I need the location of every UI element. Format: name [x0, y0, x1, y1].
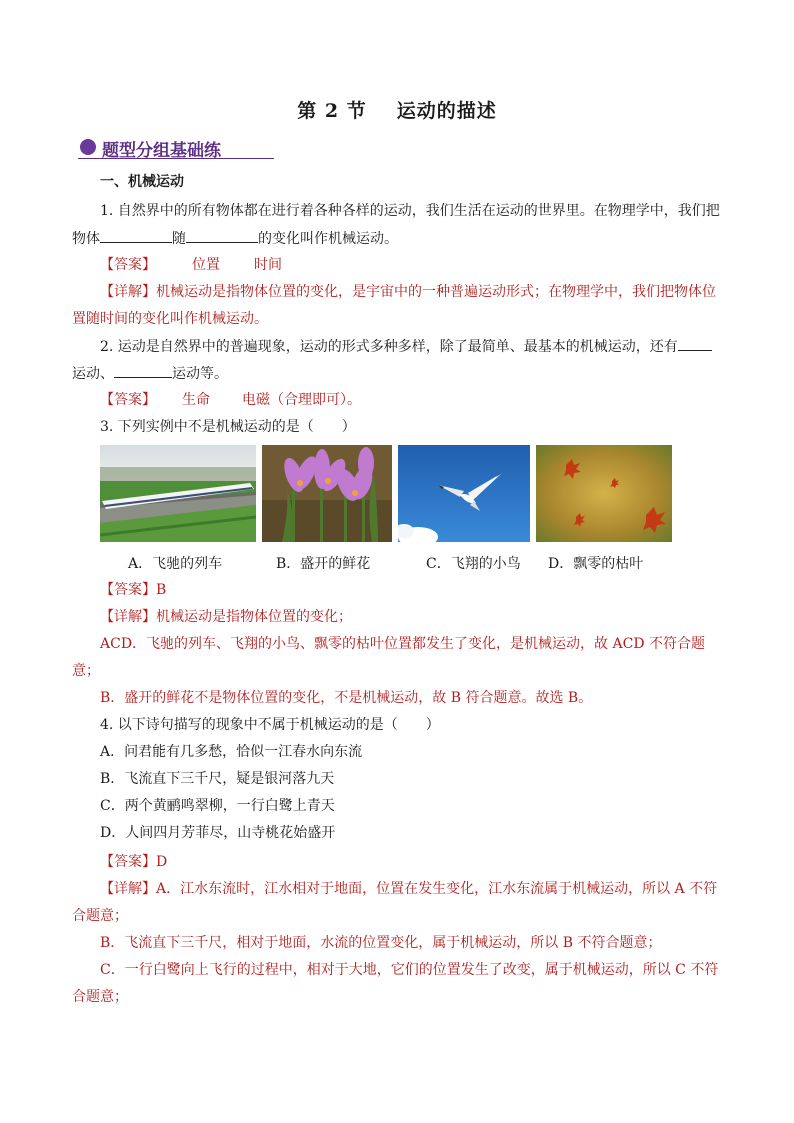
- fill-blank: [100, 228, 172, 243]
- section-banner: [78, 136, 274, 159]
- option-b-caption: B．盛开的鲜花: [276, 556, 371, 572]
- q4-option-d: D．人间四月芳菲尽，山寺桃花始盛开: [100, 825, 336, 841]
- answer-label: 【答案】: [100, 854, 156, 870]
- bird-photo: [398, 445, 530, 542]
- section-title: 运动的描述: [396, 100, 497, 122]
- page-title: [0, 96, 794, 123]
- detail-label: 【详解】: [100, 284, 156, 300]
- fill-blank: [678, 336, 712, 351]
- q3-detail-line4: B．盛开的鲜花不是物体位置的变化，不是机械运动，故 B 符合题意。故选 B。: [100, 690, 593, 706]
- q2-text: 2. 运动是自然界中的普遍现象，运动的形式多种多样，除了最简单、最基本的机械运动，还有: [100, 339, 678, 355]
- q2-stem-line2: [72, 363, 228, 384]
- detail-text: A．江水东流时，江水相对于地面，位置在发生变化，江水东流属于机械运动，所以 A 不符: [156, 881, 718, 897]
- fill-blank: [186, 228, 258, 243]
- leaves-photo: [536, 445, 672, 542]
- detail-text: 机械运动是指物体位置的变化；: [156, 609, 352, 625]
- section-banner-label: 题型分组基础练: [102, 141, 221, 161]
- answer-value: 电磁（合理即可）。: [242, 392, 361, 408]
- q1-answer: [100, 255, 282, 275]
- answer-value: D: [156, 854, 168, 870]
- fill-blank: [114, 363, 172, 378]
- answer-label: 【答案】: [100, 257, 156, 273]
- q1-text-a: 物体: [72, 231, 100, 247]
- q2-text-b: 运动等。: [172, 366, 228, 382]
- q1-detail-line2: 置随时间的变化叫作机械运动。: [72, 311, 268, 327]
- answer-value: 生命: [182, 392, 210, 408]
- q1-text-b: 随: [172, 231, 186, 247]
- train-photo: [100, 445, 256, 542]
- answer-value: 时间: [254, 257, 282, 273]
- bullet-dot-icon: [80, 139, 96, 155]
- q3-detail-line2: ACD．飞驰的列车、飞翔的小鸟、飘零的枯叶位置都发生了变化，是机械运动，故 ACD 不符合题: [100, 636, 705, 652]
- option-a-caption: A．飞驰的列车: [128, 556, 223, 572]
- q4-detail-line3: B．飞流直下三千尺，相对于地面，水流的位置变化，属于机械运动，所以 B 不符合题意；: [100, 935, 662, 951]
- answer-value: B: [156, 582, 167, 598]
- q1-detail-line1: [100, 282, 716, 302]
- q3-detail-line3: 意；: [72, 663, 100, 679]
- q2-answer: [100, 390, 361, 410]
- answer-value: 位置: [192, 257, 220, 273]
- q4-detail-line1: [100, 879, 717, 899]
- detail-label: 【详解】: [100, 881, 156, 897]
- detail-text: 机械运动是指物体位置的变化，是宇宙中的一种普遍运动形式；在物理学中，我们把物体位: [156, 284, 716, 300]
- q3-detail-line1: [100, 607, 352, 627]
- q1-stem-line1: 1. 自然界中的所有物体都在进行着各种各样的运动，我们生活在运动的世界里。在物理学中，我们把: [100, 203, 720, 219]
- q4-option-c: C．两个黄鹂鸣翠柳，一行白鹭上青天: [100, 798, 335, 814]
- q4-detail-line4: C．一行白鹭向上飞行的过程中，相对于大地，它们的位置发生了改变，属于机械运动，所以 C 不符: [100, 962, 719, 978]
- detail-label: 【详解】: [100, 609, 156, 625]
- q2-text-a: 运动、: [72, 366, 114, 382]
- q4-option-a: A．问君能有几多愁，恰似一江春水向东流: [100, 744, 363, 760]
- q4-stem: 4. 以下诗句描写的现象中不属于机械运动的是（ ）: [100, 717, 440, 733]
- option-d-caption: D．飘零的枯叶: [548, 556, 644, 572]
- q3-stem: 3. 下列实例中不是机械运动的是（ ）: [100, 419, 356, 435]
- answer-label: 【答案】: [100, 392, 156, 408]
- subheading: 一、机械运动: [100, 174, 184, 190]
- q3-answer: [100, 580, 166, 600]
- q1-text-c: 的变化叫作机械运动。: [258, 231, 398, 247]
- q4-detail-line2: 合题意；: [72, 908, 128, 924]
- q1-stem-line2: [72, 228, 398, 249]
- flower-photo: [262, 445, 392, 542]
- option-c-caption: C．飞翔的小鸟: [426, 556, 521, 572]
- section-number: 第 2 节: [297, 100, 367, 122]
- q2-stem-line1: [100, 336, 712, 357]
- q4-answer: [100, 852, 167, 872]
- answer-label: 【答案】: [100, 582, 156, 598]
- q4-option-b: B．飞流直下三千尺，疑是银河落九天: [100, 771, 335, 787]
- q4-detail-line5: 合题意；: [72, 989, 128, 1005]
